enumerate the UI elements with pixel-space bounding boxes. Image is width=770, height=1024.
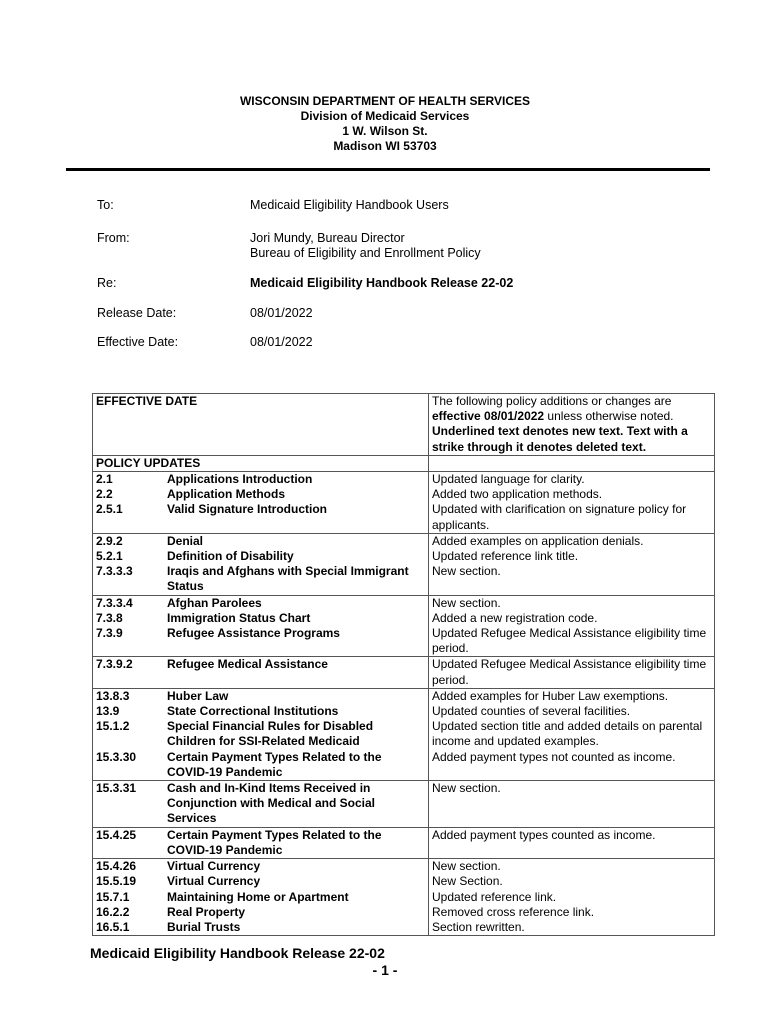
policy-section: [96, 487, 425, 502]
policy-section: [96, 534, 425, 549]
policy-change-cell: [429, 688, 715, 780]
section-number: 2.1: [96, 472, 113, 487]
change-description: New section.: [432, 564, 501, 579]
letterhead-street: 1 W. Wilson St.: [342, 124, 428, 138]
letterhead-city: Madison WI 53703: [333, 139, 437, 153]
section-title: Immigration Status Chart: [167, 610, 311, 625]
memo-to-value: Medicaid Eligibility Handbook Users: [250, 198, 449, 212]
policy-updates-header-blank: [429, 455, 715, 471]
change-description: New section.: [432, 781, 501, 796]
memo-release-label: Release Date:: [97, 306, 177, 320]
section-number: 7.3.9: [96, 626, 123, 641]
change-description: Added payment types counted as income.: [432, 827, 656, 842]
memo-from-bureau: Bureau of Eligibility and Enrollment Policy: [250, 246, 481, 260]
policy-section: [96, 719, 425, 749]
memo-re-label: Re:: [97, 276, 117, 290]
section-title: Applications Introduction: [167, 472, 313, 487]
policy-change-cell: [429, 827, 715, 858]
section-number: 15.4.25: [96, 827, 137, 842]
section-number: 7.3.8: [96, 610, 123, 625]
change-description: Updated Refugee Medical Assistance eligibility time period.: [432, 657, 707, 687]
section-number: 15.1.2: [96, 719, 130, 734]
note-legend: Underlined text denotes new text. Text with a strike through it denotes deleted text.: [432, 424, 688, 454]
policy-updates-header: POLICY UPDATES: [93, 455, 429, 471]
letterhead-division: Division of Medicaid Services: [300, 109, 470, 123]
section-title: Iraqis and Afghans with Special Immigrant Status: [167, 564, 409, 594]
change-description: Section rewritten.: [432, 919, 525, 934]
section-title: Refugee Medical Assistance: [167, 657, 328, 672]
policy-section-cell: [93, 781, 429, 828]
policy-section: [96, 657, 425, 672]
section-title: Cash and In-Kind Items Received in Conjunction with Medical and Social Services: [167, 781, 376, 826]
effective-date-header: EFFECTIVE DATE: [93, 394, 429, 456]
section-title: Afghan Parolees: [167, 595, 262, 610]
policy-section: [96, 859, 425, 874]
section-number: 15.4.26: [96, 859, 137, 874]
policy-section: [96, 564, 425, 594]
section-number: 7.3.3.4: [96, 595, 133, 610]
section-title: Definition of Disability: [167, 549, 294, 564]
section-number: 2.9.2: [96, 533, 123, 548]
note-part-3: unless otherwise noted.: [544, 409, 674, 424]
policy-updates-header-row: [93, 455, 715, 471]
section-title: Maintaining Home or Apartment: [167, 889, 349, 904]
change-description: Updated Refugee Medical Assistance eligibility time period.: [432, 626, 707, 656]
footer-title: Medicaid Eligibility Handbook Release 22-02: [90, 945, 385, 961]
memo-release-value: 08/01/2022: [250, 306, 313, 320]
policy-section: [96, 689, 425, 704]
memo-from-label: From:: [97, 231, 130, 245]
policy-section: [96, 920, 425, 935]
effective-date-row: [93, 394, 715, 456]
change-description: Updated section title and added details on parental income and updated examples.: [432, 719, 703, 749]
policy-section-cell: [93, 859, 429, 936]
section-title: Application Methods: [167, 487, 285, 502]
change-description: New section.: [432, 595, 501, 610]
memo-from-value: [250, 231, 650, 261]
change-description: Added examples on application denials.: [432, 533, 644, 548]
policy-section: [96, 750, 425, 780]
section-title: Special Financial Rules for Disabled Children for SSI-Related Medicaid: [167, 719, 374, 749]
change-description: Updated language for clarity.: [432, 472, 585, 487]
section-title: Denial: [167, 533, 204, 548]
section-title: Refugee Assistance Programs: [167, 626, 340, 641]
section-title: Real Property: [167, 904, 246, 919]
policy-group-row: [93, 781, 715, 828]
effective-date-note: [429, 394, 715, 456]
change-description: Updated reference link.: [432, 889, 557, 904]
change-description: Updated with clarification on signature policy for applicants.: [432, 502, 687, 532]
change-description: New Section.: [432, 874, 503, 889]
section-number: 16.5.1: [96, 919, 130, 934]
section-number: 15.3.30: [96, 749, 137, 764]
policy-group-row: [93, 827, 715, 858]
policy-change-cell: [429, 859, 715, 936]
memo-effective-label: Effective Date:: [97, 335, 179, 349]
section-title: Virtual Currency: [167, 874, 261, 889]
change-description: Added payment types not counted as income.: [432, 749, 676, 764]
change-description: Added a new registration code.: [432, 610, 598, 625]
note-effective-date: effective 08/01/2022: [432, 409, 545, 424]
change-description: Updated counties of several facilities.: [432, 704, 631, 719]
policy-section: [96, 828, 425, 858]
policy-section-cell: [93, 688, 429, 780]
policy-group-row: [93, 688, 715, 780]
policy-section: [96, 874, 425, 889]
section-number: 5.2.1: [96, 549, 123, 564]
policy-section: [96, 611, 425, 626]
policy-section: [96, 626, 425, 641]
policy-section-cell: [93, 827, 429, 858]
section-title: Virtual Currency: [167, 859, 261, 874]
policy-group-row: [93, 657, 715, 688]
change-description: Added two application methods.: [432, 487, 603, 502]
policy-section: [96, 596, 425, 611]
memo-from-name: Jori Mundy, Bureau Director: [250, 231, 405, 245]
policy-section-cell: [93, 472, 429, 534]
policy-group-row: [93, 859, 715, 936]
policy-change-cell: [429, 595, 715, 657]
section-number: 7.3.9.2: [96, 657, 133, 672]
section-title: State Correctional Institutions: [167, 704, 339, 719]
section-number: 7.3.3.3: [96, 564, 133, 579]
policy-change-cell: [429, 533, 715, 595]
memo-to-label: To:: [97, 198, 114, 212]
change-description: Added examples for Huber Law exemptions.: [432, 688, 669, 703]
policy-group-row: [93, 472, 715, 534]
section-number: 13.9: [96, 704, 120, 719]
policy-section: [96, 472, 425, 487]
policy-group-row: [93, 533, 715, 595]
change-description: Removed cross reference link.: [432, 904, 595, 919]
policy-section-cell: [93, 595, 429, 657]
policy-section: [96, 502, 425, 517]
policy-change-cell: [429, 472, 715, 534]
policy-group-row: [93, 595, 715, 657]
policy-section-cell: [93, 657, 429, 688]
page-number: - 1 -: [372, 962, 398, 978]
policy-change-cell: [429, 781, 715, 828]
change-description: Updated reference link title.: [432, 549, 579, 564]
letterhead: [0, 94, 770, 154]
section-number: 15.5.19: [96, 874, 137, 889]
section-title: Huber Law: [167, 688, 229, 703]
policy-section: [96, 905, 425, 920]
section-title: Valid Signature Introduction: [167, 502, 328, 517]
section-number: 16.2.2: [96, 904, 130, 919]
policy-section: [96, 549, 425, 564]
section-number: 2.5.1: [96, 502, 123, 517]
header-divider: [66, 168, 710, 171]
section-title: Certain Payment Types Related to the COVID-19 Pandemic: [167, 749, 382, 779]
letterhead-agency: WISCONSIN DEPARTMENT OF HEALTH SERVICES: [239, 94, 530, 108]
policy-section: [96, 890, 425, 905]
policy-section-cell: [93, 533, 429, 595]
section-title: Certain Payment Types Related to the COVID-19 Pandemic: [167, 827, 382, 857]
section-number: 13.8.3: [96, 688, 130, 703]
memo-effective-value: 08/01/2022: [250, 335, 313, 349]
change-description: New section.: [432, 859, 501, 874]
note-part-1: The following policy additions or changes are: [432, 394, 672, 408]
section-number: 2.2: [96, 487, 113, 502]
section-title: Burial Trusts: [167, 919, 241, 934]
policy-change-cell: [429, 657, 715, 688]
policy-updates-table: [92, 393, 715, 936]
policy-section: [96, 781, 425, 827]
section-number: 15.7.1: [96, 889, 130, 904]
section-number: 15.3.31: [96, 781, 137, 796]
memo-re-value: Medicaid Eligibility Handbook Release 22-02: [250, 276, 514, 290]
policy-section: [96, 704, 425, 719]
